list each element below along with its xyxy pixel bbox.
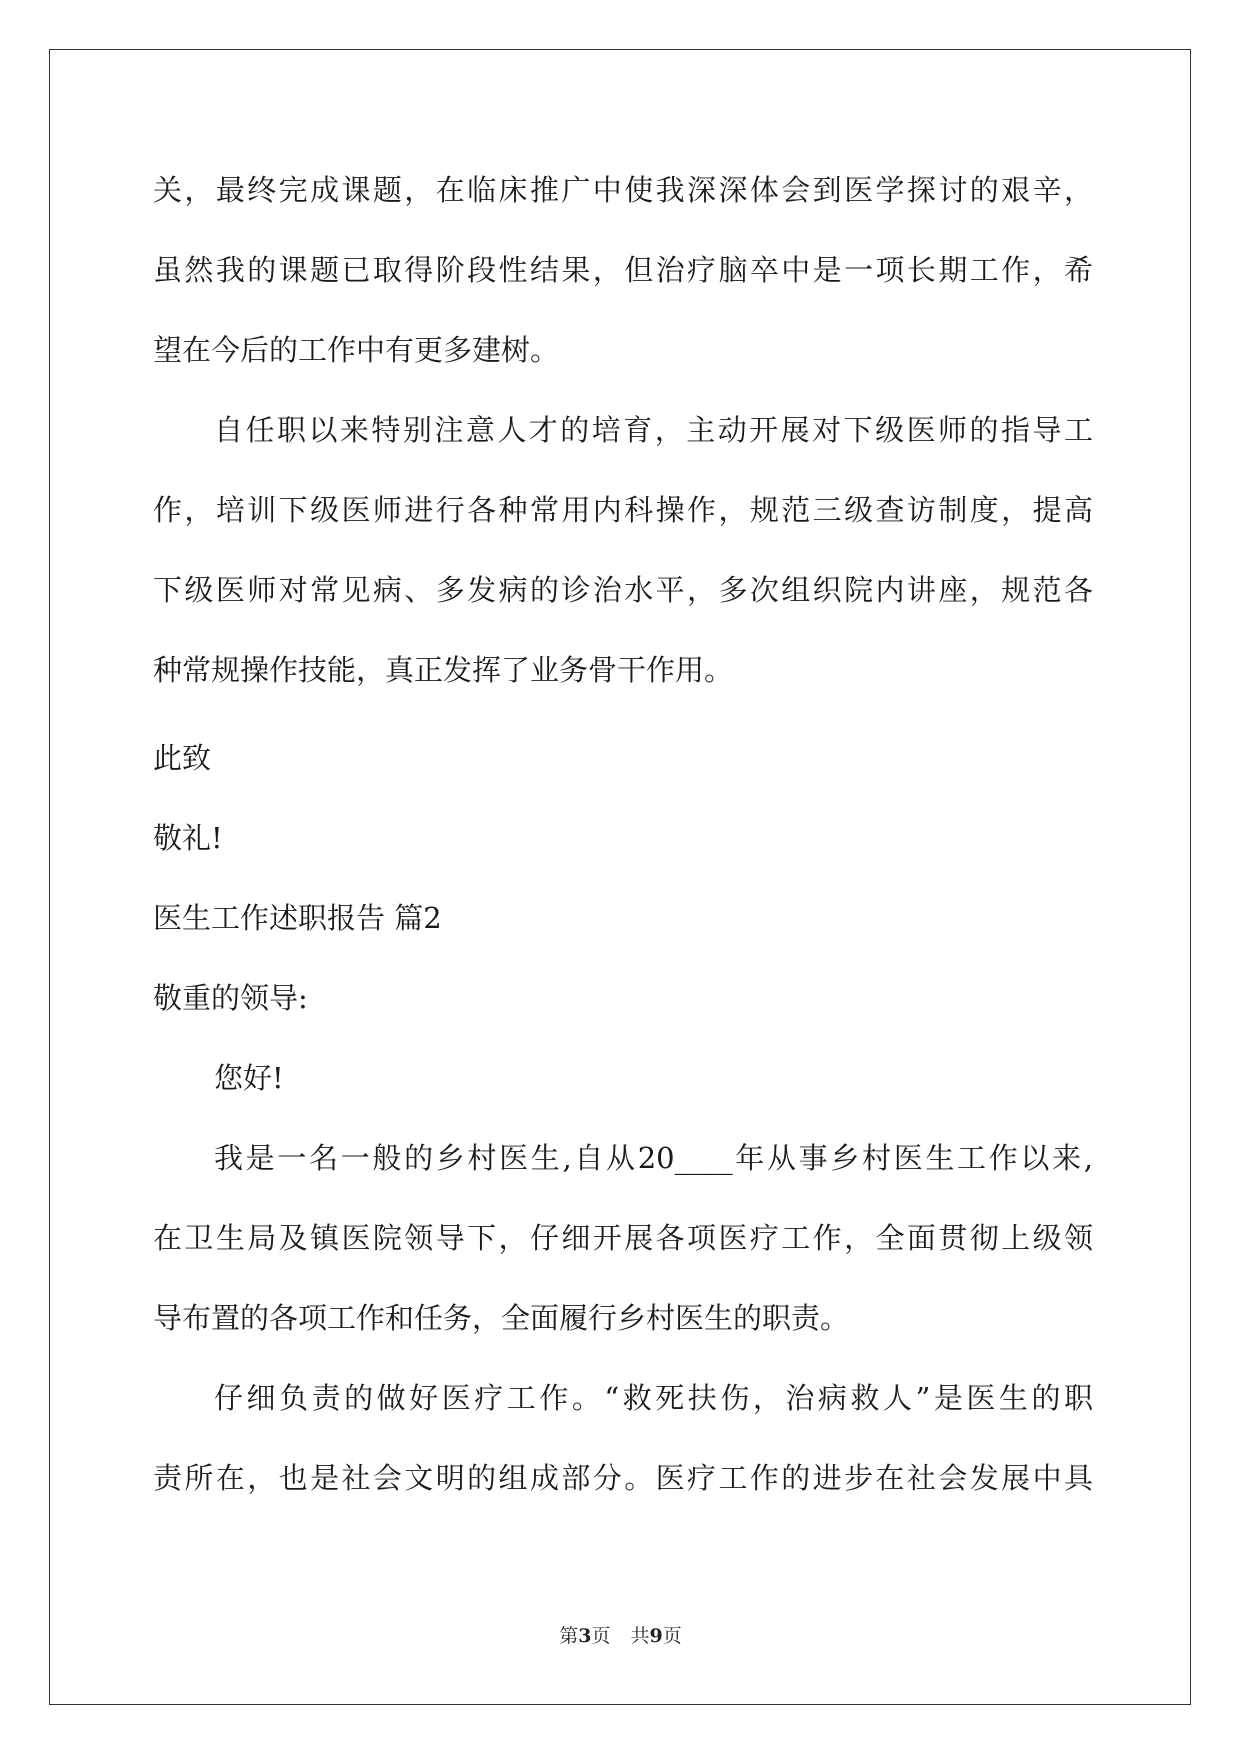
total-pages-number: 9 (649, 1625, 663, 1647)
letter-opening: 您好! (214, 1061, 284, 1095)
page-border (49, 49, 1191, 1705)
paragraph-line: 在卫生局及镇医院领导下，仔细开展各项医疗工作，全面贯彻上级领 (153, 1221, 1093, 1255)
paragraph-line: 责所在，也是社会文明的组成部分。医疗工作的进步在社会发展中具 (153, 1461, 1093, 1495)
paragraph-line: 下级医师对常见病、多发病的诊治水平，多次组织院内讲座，规范各 (153, 573, 1093, 607)
section-title: 医生工作述职报告 篇2 (153, 901, 442, 935)
paragraph-line: 望在今后的工作中有更多建树。 (153, 333, 560, 367)
closing-regards: 敬礼! (153, 821, 223, 855)
page-suffix: 页 (591, 1625, 611, 1647)
total-suffix: 页 (662, 1625, 682, 1647)
closing-salutation: 此致 (153, 741, 212, 775)
total-prefix: 共 (630, 1625, 650, 1647)
letter-greeting: 敬重的领导: (153, 981, 308, 1015)
paragraph-line: 作，培训下级医师进行各种常用内科操作，规范三级查访制度，提高 (153, 493, 1093, 527)
paragraph-line: 关，最终完成课题，在临床推广中使我深深体会到医学探讨的艰辛， (153, 173, 1093, 207)
paragraph-line: 我是一名一般的乡村医生,自从20____年从事乡村医生工作以来, (214, 1141, 1093, 1175)
page-number-footer (0, 1624, 1241, 1648)
current-page-number: 3 (578, 1625, 592, 1647)
paragraph-line: 虽然我的课题已取得阶段性结果，但治疗脑卒中是一项长期工作，希 (153, 253, 1093, 287)
paragraph-line: 自任职以来特别注意人才的培育，主动开展对下级医师的指导工 (214, 413, 1093, 447)
paragraph-line: 仔细负责的做好医疗工作。“救死扶伤，治病救人”是医生的职 (214, 1381, 1093, 1415)
paragraph-line: 导布置的各项工作和任务，全面履行乡村医生的职责。 (153, 1301, 850, 1335)
page-prefix: 第 (559, 1625, 579, 1647)
paragraph-line: 种常规操作技能，真正发挥了业务骨干作用。 (153, 653, 734, 687)
